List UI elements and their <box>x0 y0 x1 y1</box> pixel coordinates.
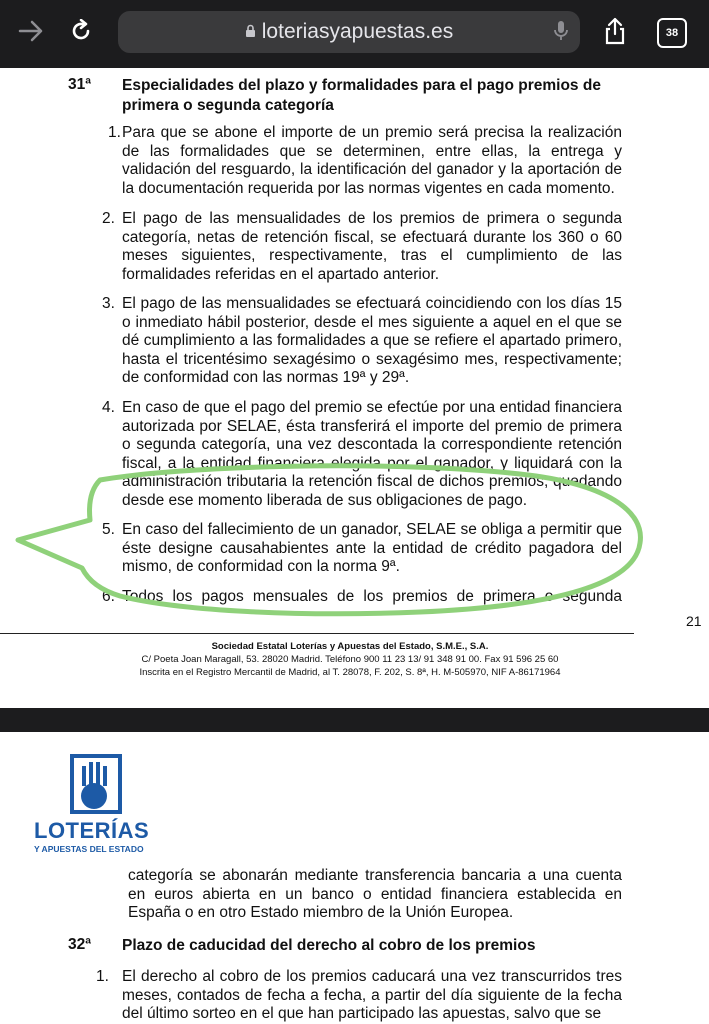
share-icon[interactable] <box>598 14 632 48</box>
item-number: 3. <box>102 295 115 312</box>
item-number: 4. <box>102 399 115 416</box>
section-title: Especialidades del plazo y formalidades para el pago premios de primera o segunda categoría <box>122 77 601 114</box>
browser-toolbar <box>0 0 709 68</box>
document-page-2 <box>0 732 709 1024</box>
continued-text: categoría se abonarán mediante transferencia bancaria a una cuenta en euros abierta en un banco o entidad financiera establecida en España o en otro Estado miembro de la Unión Europea. <box>128 867 622 921</box>
footer-divider <box>0 633 634 634</box>
item-text: En caso de que el pago del premio se efectúe por una entidad financiera autorizada por SELAE, ésta transferirá el importe del premio de primera o segunda categoría, una vez descontada la correspondiente retención fiscal, a la entidad financiera elegida por el ganador, y liquidará con la administración tributaria la retención fiscal de dichos premios, quedando desde ese momento liberada de sus obligaciones de pago. <box>122 399 622 509</box>
item-text: El pago de las mensualidades se efectuará coincidiendo con los días 15 o inmediato hábil posterior, desde el mes siguiente a aquel en el que se dé cumplimiento a las formalidades a que se refiere el apartado primero, hasta el tricentésimo sexagésimo o sexagésimo mes, respectivamente; de conformidad con las normas 19ª y 29ª. <box>122 295 622 386</box>
section-number: 32ª <box>68 936 91 953</box>
address-bar[interactable] <box>118 11 580 53</box>
back-arrow-icon[interactable] <box>14 14 48 48</box>
item-number: 1. <box>108 124 121 141</box>
item-text: Para que se abone el importe de un premio será precisa la realización de las formalidades que se determinen, entre ellas, la entrega y validación del resguardo, la identificación del ganador y la aportación de la documentación requerida por las normas vigentes en cada momento. <box>122 124 622 197</box>
section-number: 31ª <box>68 76 91 93</box>
reload-icon[interactable] <box>64 14 98 48</box>
item-text: Todos los pagos mensuales de los premios de primera o segunda <box>122 588 622 605</box>
url-text: loteriasyapuestas.es <box>261 20 454 43</box>
tabs-button[interactable]: 38 <box>657 18 687 48</box>
section-title: Plazo de caducidad del derecho al cobro de los premios <box>122 937 536 954</box>
item-text: El derecho al cobro de los premios caducará una vez transcurridos tres meses, contados de fecha a fecha, a partir del día siguiente de la fecha del último sorteo en el que han participado las apuestas, salvo que se <box>122 968 622 1022</box>
item-text: El pago de las mensualidades de los premios de primera o segunda categoría, netas de retención fiscal, se efectuará durante los 360 o 60 meses siguientes, respectivamente, tras el cumplimiento de las formalidades referidas en el apartado anterior. <box>122 210 622 283</box>
footer-registry: Inscrita en el Registro Mercantil de Madrid, al T. 28078, F. 202, S. 8ª, H. M-505970, NIF A-86171964 <box>139 667 561 678</box>
page-separator <box>0 708 709 732</box>
item-text-highlighted: En caso del fallecimiento de un ganador, SELAE se obliga a permitir que éste designe causahabientes ante la entidad de crédito pagadora del mismo, de conformidad con la norma 9ª. <box>122 521 622 575</box>
page-number: 21 <box>686 613 702 629</box>
item-number: 2. <box>102 210 115 227</box>
footer-address: C/ Poeta Joan Maragall, 53. 28020 Madrid. Teléfono 900 11 23 13/ 91 348 91 00. Fax 91 596 25 60 <box>141 654 559 665</box>
item-number: 5. <box>102 521 115 538</box>
item-number: 1. <box>96 968 109 985</box>
loterias-logo <box>30 752 170 862</box>
logo-name: LOTERÍAS <box>34 818 150 843</box>
footer-company: Sociedad Estatal Loterías y Apuestas del Estado, S.M.E., S.A. <box>211 641 489 652</box>
microphone-icon[interactable] <box>554 20 568 48</box>
document-page-1 <box>0 68 709 708</box>
logo-subtitle: Y APUESTAS DEL ESTADO <box>34 844 144 854</box>
lock-icon <box>245 20 256 44</box>
item-number: 6. <box>102 588 115 605</box>
